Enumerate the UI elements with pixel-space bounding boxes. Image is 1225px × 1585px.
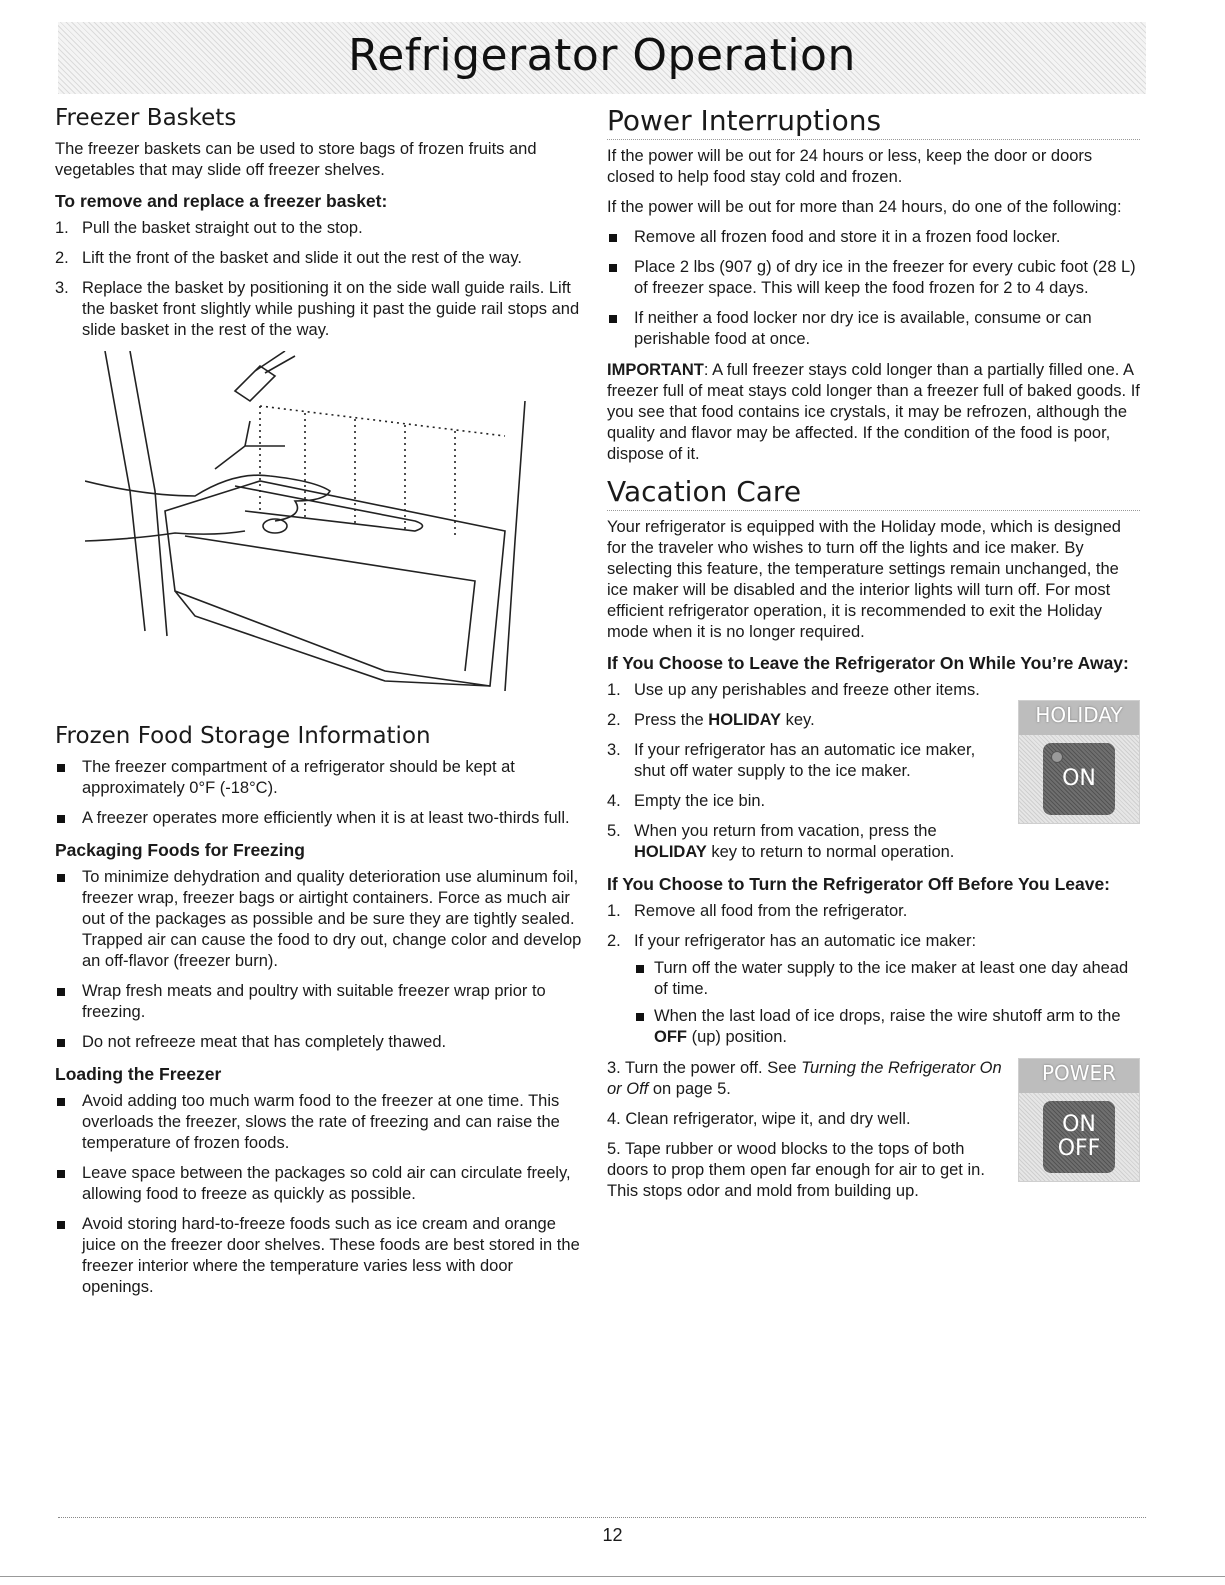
packaging-heading: Packaging Foods for Freezing <box>55 840 305 860</box>
freezer-baskets-intro: The freezer baskets can be used to store bags of frozen fruits and vegetables that may slide off freezer shelves. <box>55 140 537 179</box>
loading-list <box>55 1091 585 1298</box>
list-item: 1. Pull the basket straight out to the stop. <box>55 219 363 237</box>
list-item: The freezer compartment of a refrigerator should be kept at approximately 0°F (-18°C). <box>55 757 585 799</box>
leave-on-heading: If You Choose to Leave the Refrigerator On While You’re Away: <box>607 653 1129 673</box>
frozen-food-heading: Frozen Food Storage Information <box>55 723 431 749</box>
list-item: 4. Empty the ice bin. <box>607 792 766 810</box>
turn-off-steps <box>607 901 1140 1048</box>
list-item: 2. Lift the front of the basket and slide it out the rest of the way. <box>55 249 522 267</box>
list-item: 3. If your refrigerator has an automatic ice maker, shut off water supply to the ice maker. <box>607 741 976 780</box>
power-key-graphic <box>1018 1058 1140 1182</box>
turn-off-heading: If You Choose to Turn the Refrigerator Off Before You Leave: <box>607 874 1111 894</box>
power-label: POWER <box>1019 1059 1139 1093</box>
list-item: To minimize dehydration and quality deterioration use aluminum foil, freezer wrap, freezer bags or airtight containers. Force as much air out of the packages as possible and be sure they are tightly sealed. Trapped air can cause the food to dry out, change color and develop an off-flavor (freezer burn). <box>55 867 585 972</box>
list-item: 2. If your refrigerator has an automatic ice maker: Turn off the water supply to the ice maker at least one day ahead of time. When the last load of ice drops, raise the wire shutoff arm to the OFF (up) position. <box>607 931 1140 1048</box>
list-item: Leave space between the packages so cold air can circulate freely, allowing food to freeze as quickly as possible. <box>55 1163 585 1205</box>
page-title: Refrigerator Operation <box>348 30 856 81</box>
page-number: 12 <box>602 1525 623 1545</box>
list-item: Remove all frozen food and store it in a frozen food locker. <box>607 227 1140 248</box>
packaging-list <box>55 867 585 1053</box>
list-item: Wrap fresh meats and poultry with suitable freezer wrap prior to freezing. <box>55 981 585 1023</box>
remove-basket-subheading: To remove and replace a freezer basket: <box>55 191 388 211</box>
left-column <box>55 103 585 1308</box>
freezer-basket-illustration <box>85 351 555 711</box>
holiday-label: HOLIDAY <box>1019 701 1139 735</box>
bottom-edge-rule <box>0 1576 1225 1577</box>
list-item: Place 2 lbs (907 g) of dry ice in the freezer for every cubic foot (28 L) of freezer space. This will keep the food frozen for 2 to 4 days. <box>607 257 1140 299</box>
holiday-on-button: ON <box>1043 743 1115 815</box>
list-item: Avoid storing hard-to-freeze foods such as ice cream and orange juice on the freezer door shelves. These foods are best stored in the freezer interior where the temperature varies less with door openings. <box>55 1214 585 1298</box>
list-item: 5. When you return from vacation, press the HOLIDAY key to return to normal operation. <box>607 822 955 861</box>
off-step-3: 3. Turn the power off. See Turning the Refrigerator On or Off on page 5. <box>607 1059 1002 1098</box>
list-item: 3. Replace the basket by positioning it on the side wall guide rails. Lift the basket front slightly while pushing it past the guide rail stops and slide basket in the rest of the way. <box>55 279 580 339</box>
list-item: 1. Use up any perishables and freeze other items. <box>607 681 980 699</box>
power-p1: If the power will be out for 24 hours or less, keep the door or doors closed to help food stay cold and frozen. <box>607 147 1093 186</box>
list-item: 2. Press the HOLIDAY key. <box>607 711 815 729</box>
list-item: When the last load of ice drops, raise the wire shutoff arm to the OFF (up) position. <box>634 1006 1140 1048</box>
ice-maker-sublist <box>634 958 1140 1048</box>
list-item: A freezer operates more efficiently when it is at least two-thirds full. <box>55 808 585 829</box>
power-list <box>607 227 1140 350</box>
frozen-food-list <box>55 757 585 829</box>
footer-divider <box>58 1517 1146 1518</box>
vacation-care-heading: Vacation Care <box>607 474 1140 511</box>
list-item: 1. Remove all food from the refrigerator. <box>607 902 908 920</box>
off-step-5: 5. Tape rubber or wood blocks to the tops of both doors to prop them open far enough for air to get in. This stops odor and mold from building up. <box>607 1140 985 1200</box>
right-column <box>607 103 1140 1211</box>
basket-steps-list <box>55 218 585 341</box>
power-interruptions-heading: Power Interruptions <box>607 103 1140 140</box>
freezer-baskets-heading: Freezer Baskets <box>55 105 237 131</box>
title-banner <box>58 22 1146 94</box>
list-item: Avoid adding too much warm food to the freezer at one time. This overloads the freezer, slows the rate of freezing and can raise the temperature of frozen foods. <box>55 1091 585 1154</box>
off-step-4: 4. Clean refrigerator, wipe it, and dry well. <box>607 1110 911 1128</box>
power-on-off-button: ON OFF <box>1043 1101 1115 1173</box>
list-item: Turn off the water supply to the ice maker at least one day ahead of time. <box>634 958 1140 1000</box>
vacation-intro: Your refrigerator is equipped with the Holiday mode, which is designed for the traveler who wishes to turn off the lights and ice maker. By selecting this feature, the temperature settings remain unchanged, the ice maker will be disabled and the interior lights will turn off. For most efficient refrigerator operation, it is recommended to exit the Holiday mode when it is no longer required. <box>607 518 1121 641</box>
list-item: If neither a food locker nor dry ice is available, consume or can perishable food at once. <box>607 308 1140 350</box>
list-item: Do not refreeze meat that has completely thawed. <box>55 1032 585 1053</box>
power-p2: If the power will be out for more than 24 hours, do one of the following: <box>607 198 1122 216</box>
loading-heading: Loading the Freezer <box>55 1064 222 1084</box>
important-note: IMPORTANT: A full freezer stays cold longer than a partially filled one. A freezer full of meat stays cold longer than a freezer full of baked goods. If you see that food contains ice crystals, it may be refrozen, although the quality and flavor may be affected. If the condition of the food is poor, dispose of it. <box>607 361 1140 463</box>
